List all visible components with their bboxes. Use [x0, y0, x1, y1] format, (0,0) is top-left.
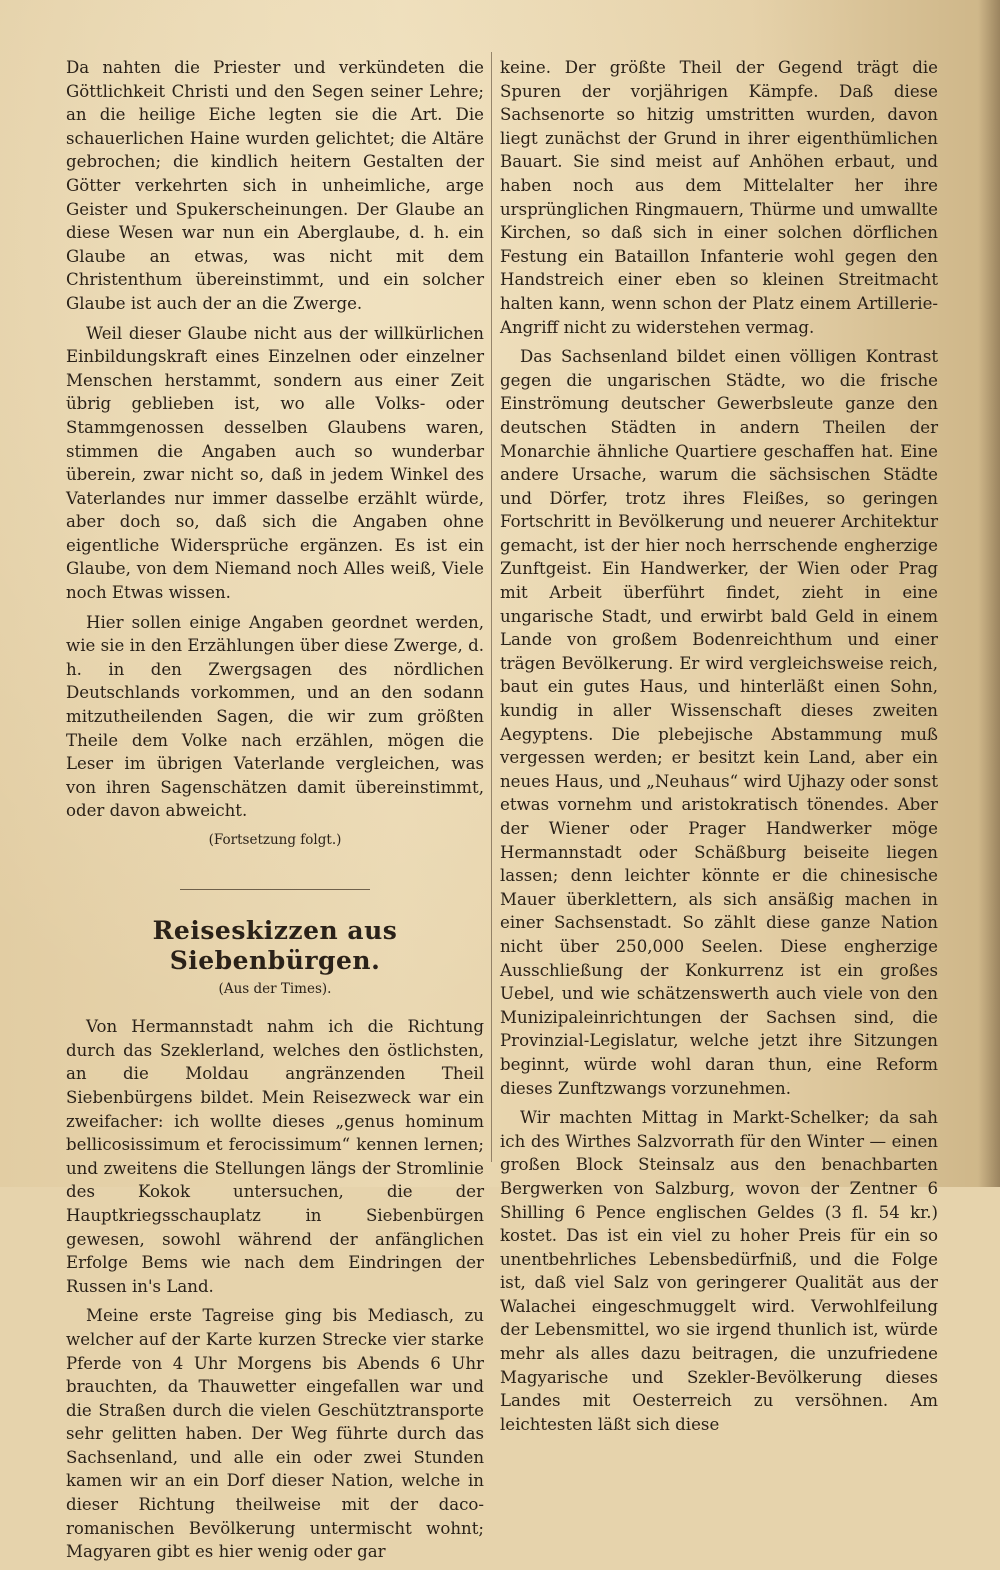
- right-paragraph-2: Das Sachsenland bildet einen völligen Kontrast gegen die ungarischen Städte, wo die frische Einströmung deutscher Gewerbsleute ganze den deutschen Städten in andern Theilen der Monarchie ähnliche Quartiere geschaffen hat. Eine andere Ursache, warum die sächsischen Städte und Dörfer, trotz ihres Fleißes, so geringen Fortschritt in Bevölkerung und neuerer Architektur gemacht, ist der hier noch herrschende engherzige Zunftgeist. Ein Handwerker, der Wien oder Prag mit Arbeit überführt findet, zieht in eine ungarische Stadt, und erwirbt bald Geld in einem Lande von großem Bodenreichthum und einer trägen Bevölkerung. Er wird vergleichsweise reich, baut ein gutes Haus, und hinterläßt einen Sohn, kundig in aller Wissenschaft dieses zweiten Aegyptens. Die plebejische Abstammung muß vergessen werden; er besitzt kein Land, aber ein neues Haus, und „Neuhaus“ wird Ujhazy oder sonst etwas vornehm und aristokratisch tönendes. Aber der Wiener oder Prager Handwerker möge Hermannstadt oder Schäßburg beiseite liegen lassen; denn leichter könnte er die chinesische Mauer überklettern, als sich ansäßig machen in einer Sachsenstadt. So zählt diese ganze Nation nicht über 250,000 Seelen. Diese engherzige Ausschließung der Konkurrenz ist ein großes Uebel, und wie schätzenswerth auch viele von den Munizipaleinrichtungen der Sachsen sind, die Provinzial-Legislatur, welche jetzt ihre Sitzungen beginnt, würde wohl daran thun, eine Reform dieses Zunftzwangs vorzunehmen.: [500, 347, 938, 1098]
- left-paragraph-1: Da nahten die Priester und verkündeten die Göttlichkeit Christi und den Segen seiner Lehre; an die heilige Eiche legten sie die Art. Die schauerlichen Haine wurden gelichtet; die Altäre gebrochen; die kindlich heitern Gestalten der Götter verkehrten sich in unheimliche, arge Geister und Spukerscheinungen. Der Glaube an diese Wesen war nun ein Aberglaube, d. h. ein Glaube an etwas, was nicht mit dem Christenthum übereinstimmt, und ein solcher Glaube ist auch der an die Zwerge.: [66, 58, 484, 313]
- left-column: [66, 56, 484, 1570]
- article-title: Reiseskizzen aus Siebenbürgen.: [152, 915, 398, 975]
- left-paragraph-2: Weil dieser Glaube nicht aus der willkürlichen Einbildungskraft eines Einzelnen oder einzelner Menschen herstammt, sondern aus einer Zeit übrig geblieben ist, wo alle Volks- oder Stammgenossen desselben Glaubens waren, stimmen die Angaben auch so wunderbar überein, zwar nicht so, daß in jedem Winkel des Vaterlandes nur immer dasselbe erzählt würde, aber doch so, daß sich die Angaben ohne eigentliche Widersprüche ergänzen. Es ist ein Glaube, von dem Niemand noch Alles weiß, Viele noch Etwas wissen.: [66, 323, 484, 603]
- right-column: [500, 56, 938, 1442]
- right-paragraph-3: Wir machten Mittag in Markt-Schelker; da sah ich des Wirthes Salzvorrath für den Winter — einen großen Block Steinsalz aus den benachbarten Bergwerken von Salzburg, wovon der Zentner 6 Shilling 6 Pence englischen Geldes (3 fl. 54 kr.) kostet. Das ist ein viel zu hoher Preis für ein so unentbehrliches Lebensbedürfniß, und die Folge ist, daß viel Salz von geringerer Qualität aus der Walachei eingeschmuggelt wird. Verwohlfeilung der Lebensmittel, wo sie irgend thunlich ist, würde mehr als alles dazu beitragen, die unzufriedene Magyarische und Szekler-Bevölkerung dieses Landes mit Oesterreich zu versöhnen. Am leichtesten läßt sich diese: [500, 1108, 938, 1434]
- article-source: (Aus der Times).: [218, 980, 332, 997]
- section-separator: [180, 889, 370, 890]
- continuation-note: (Fortsetzung folgt.): [208, 832, 342, 848]
- article-paragraph-1: Von Hermannstadt nahm ich die Richtung durch das Szeklerland, welches den östlichsten, an die Moldau angränzenden Theil Siebenbürgens bildet. Mein Reisezweck war ein zweifacher: ich wollte dieses „genus hominum bellicosissimum et ferocissimum“ kennen lernen; und zweitens die Stellungen längs der Stromlinie des Kokok untersuchen, die der Hauptkriegsschauplatz in Siebenbürgen gewesen, sowohl während der anfänglichen Erfolge Bems wie nach dem Eindringen der Russen in's Land.: [66, 1017, 484, 1296]
- article-paragraph-2: Meine erste Tagreise ging bis Mediasch, zu welcher auf der Karte kurzen Strecke vier starke Pferde von 4 Uhr Morgens bis Abends 6 Uhr brauchten, da Thauwetter eingefallen war und die Straßen durch die vielen Geschütztransporte sehr gelitten haben. Der Weg führte durch das Sachsenland, und alle ein oder zwei Stunden kamen wir an ein Dorf dieser Nation, welche in dieser Richtung theilweise mit der daco-romanischen Bevölkerung untermischt wohnt; Magyaren gibt es hier wenig oder gar: [66, 1306, 484, 1562]
- page-edge-shadow: [978, 0, 1000, 1187]
- column-rule: [491, 52, 492, 1162]
- right-paragraph-1: keine. Der größte Theil der Gegend trägt die Spuren der vorjährigen Kämpfe. Daß diese Sachsenorte so hitzig umstritten wurden, davon liegt zunächst der Grund in ihrer eigenthümlichen Bauart. Sie sind meist auf Anhöhen erbaut, und haben noch aus dem Mittelalter her ihre ursprünglichen Ringmauern, Thürme und umwallte Kirchen, so daß sich in einer solchen dörflichen Festung ein Bataillon Infanterie wohl gegen den Handstreich einer eben so kleinen Streitmacht halten kann, wenn schon der Platz einem Artillerie-Angriff nicht zu widerstehen vermag.: [500, 58, 938, 337]
- left-paragraph-3: Hier sollen einige Angaben geordnet werden, wie sie in den Erzählungen über diese Zwerge, d. h. in den Zwergsagen des nördlichen Deutschlands vorkommen, und an den sodann mitzutheilenden Sagen, die wir zum größten Theile dem Volke nach erzählen, mögen die Leser im übrigen Vaterlande vergleichen, was von ihren Sagenschätzen damit übereinstimmt, oder davon abweicht.: [66, 612, 484, 821]
